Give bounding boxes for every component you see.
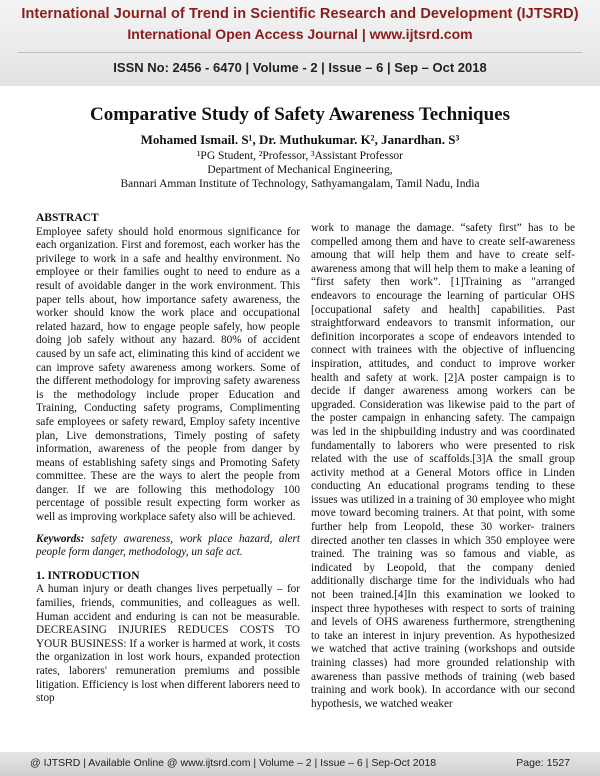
paper-authors: Mohamed Ismail. S¹, Dr. Muthukumar. K², Janardhan. S³ — [140, 132, 460, 147]
page-number: Page: 1527 — [516, 757, 570, 769]
right-column-text: work to manage the damage. “safety first” has to be compelled among them and have to create self-awareness amoung that will help them and have to create self-awareness among that will help them to make a leaning of “first safety then work”. [1]Training as "arranged endeavors to encourage the learning of particular OHS [occupational safety and health] capabilities. Past straightforward endeavors to transmit information, our definition incorporates a scope of endeavors intended to connect with trainees with the objective of influencing inspiration, attitudes, and conduct to improve worker health and safety at work. [2]A poster campaign is to decide if danger awareness among workers can be upgraded. Consideration was likewise paid to the part of the poster campaign in enhancing safety. The campaign was led in the shipbuilding industry and was coordinated fundamentally to laborers who were presented to risk related with the use of scaffolds.[3]A the small group activity method at a General Motors office in Linden conducting An educational programs tending to these issues was utilized in a training of 30 employee who might move toward becoming trainers. At that point, with some further help from Leopold, these 30 worker- trainers directed another ten classes in which 350 employee were trained. The training was so famous and viable, as indicated by Leopold, that the company denied additionally discharge time for the individuals who had not been trained.[4]In this examination we looked to inspect three hypotheses with respect to sorts of training and levels of OHS awareness furthermore, strengthening to take an interest in injury prevention. As hypothesized we watched that active training (workshops and outside training classes) had more grounded relationship with awareness than passive methods of training (web based training and work book). In accordance with our second hypothesis, we watched weaker — [311, 222, 575, 710]
affiliation-roles: ¹PG Student, ²Professor, ³Assistant Professor — [196, 150, 404, 162]
issn-line: ISSN No: 2456 - 6470 | Volume - 2 | Issue – 6 | Sep – Oct 2018 — [113, 60, 487, 75]
journal-subtitle: International Open Access Journal | www.ijtsrd.com — [127, 26, 473, 42]
header-divider — [18, 52, 582, 53]
right-column — [311, 222, 575, 711]
journal-title: International Journal of Trend in Scientific Research and Development (IJTSRD) — [21, 6, 579, 22]
journal-header — [0, 0, 600, 86]
affiliation-department: Department of Mechanical Engineering, — [207, 164, 393, 176]
abstract-heading: ABSTRACT — [36, 212, 99, 224]
abstract-text: Employee safety should hold enormous significance for each organization. First and foremost, each worker has the privilege to work in a safe and healthy environment. No employee or their families ought to need to endure as a result of avoidable danger in the work environment. This paper tells about, how importance safety awareness, the worker should know the work place and occupational related hazard, how to engage people safely, how people doing job safely without any hazard. 80% of accident caused by un safe act, eliminating this kind of accident we can improve safety awareness among workers. Some of the different methodology for improving safety awareness is the methodology include proper Education and Training, Conducting safety programs, Complimenting safe employees or safety reward, Employ safety incentive plan, Live demonstrations, Timely posting of safety information, awareness of the people from danger by means of establishing safety sings and Promoting Safety committee. These are the ways to alert the people from danger. If we are following this methodology 100 percentage of possible result expecting form worker as well as improving workplace safety also will be achieved. — [36, 225, 300, 524]
affiliation-institute: Bannari Amman Institute of Technology, Sathyamangalam, Tamil Nadu, India — [120, 178, 480, 190]
keywords — [36, 533, 300, 560]
introduction-text: A human injury or death changes lives perpetually – for families, friends, communities, and colleagues as well. Human accident and enduring is can not be measurable. DECREASING INJURIES REDUCES COSTS TO YOUR BUSINESS: If a worker is harmed at work, it costs the organization in lost work hours, expanded protection rates, laborers' remuneration premiums and possible litigation. Efficiency is lost when different laborers need to stop — [36, 583, 300, 705]
footer-info: @ IJTSRD | Available Online @ www.ijtsrd.com | Volume – 2 | Issue – 6 | Sep-Oct 2018 — [30, 757, 437, 769]
keywords-label: Keywords: — [36, 532, 85, 545]
left-column — [36, 212, 300, 706]
page-footer — [0, 752, 600, 776]
paper-title: Comparative Study of Safety Awareness Techniques — [90, 104, 510, 125]
introduction-heading: 1. INTRODUCTION — [36, 569, 140, 582]
keywords-text: safety awareness, work place hazard, alert people form danger, methodology, un safe act. — [36, 532, 300, 559]
